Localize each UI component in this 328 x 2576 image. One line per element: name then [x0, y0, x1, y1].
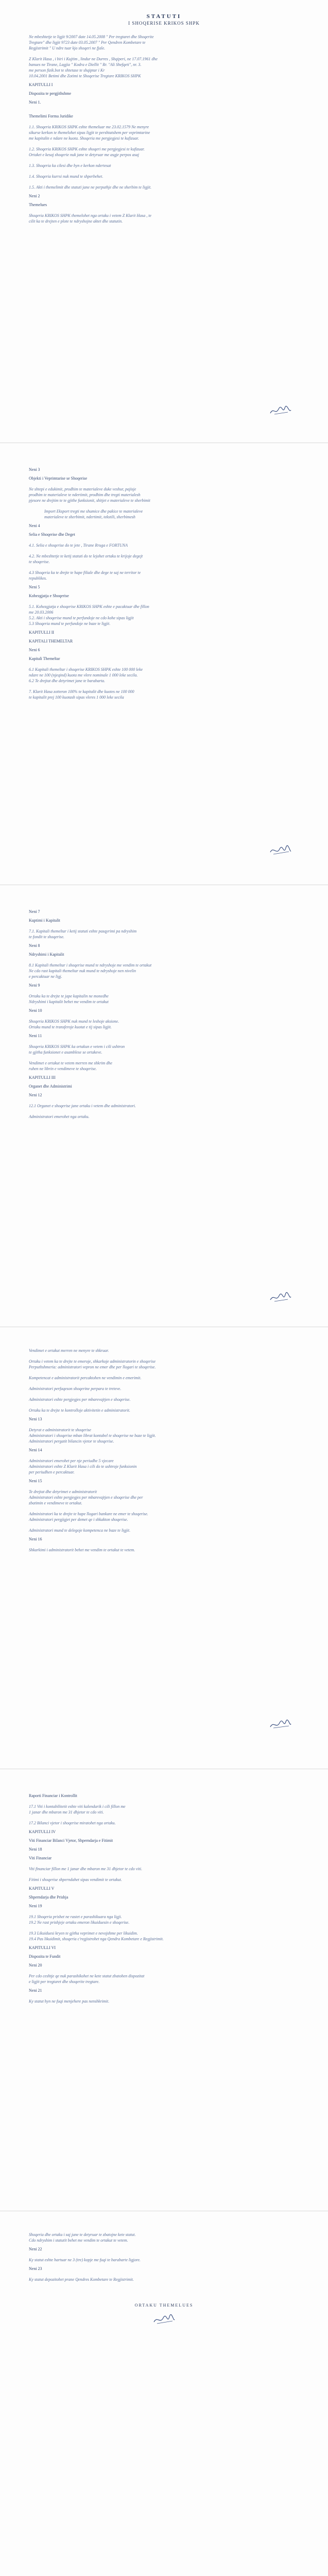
body-line: 1 janar dhe mbaron me 31 dhjetor te cdo viti. [29, 1810, 104, 1815]
body-line: Ky statut depozitohet prane Qendres Kombetare te Regjistrimit. [29, 2277, 134, 2282]
body-line: 1.4. Shoqeria kurrsi nuk mund te shperbehet. [29, 174, 103, 179]
body-line: republikes. [29, 576, 47, 581]
article-heading: Neni 21 [29, 1988, 42, 1993]
body-line: Administratori eshte Z Klarit Hasa i cili do te ushtroje funksionin [29, 1464, 137, 1469]
document-subtitle: I SHOQERISE KRIKOS SHPK [128, 21, 200, 26]
body-line: Cdo ndryshim i statutit behet me vendim te ortakut te vetem. [29, 2238, 128, 2243]
body-line: Administratori eshte pergjegjes per mbarevajtjen e shoqerise dhe per [29, 1495, 143, 1500]
article-heading: Neni 8 [29, 943, 40, 948]
body-line: 8.1 Kapitali themeltar i shoqerise mund te ndryshoje me vendim te ortakut [29, 963, 152, 968]
body-line: 7. Klarit Hasa zotteron 100% te kapitalit dhe kuotes ne 100 000 [29, 689, 134, 694]
article-heading: Neni 23 [29, 2266, 42, 2271]
chapter-subheading: Shperndarja dhe Prishja [29, 1895, 68, 1900]
article-heading: Neni 11 [29, 1033, 42, 1038]
body-line: Detyrat e administratorit te shoqerise [29, 1428, 91, 1432]
body-line: Vendimet e ortakut merren ne menyre te shkruar. [29, 1348, 109, 1353]
body-line: cilit ka te drejten e plote te ndryshojne aktet dhe statutin. [29, 219, 123, 224]
body-line: prodhim te materialeve te ndertimit, prodhim dhe tregti materialesh [29, 493, 141, 497]
chapter-heading: KAPITULLI III [29, 1075, 56, 1080]
body-line: Administratori perfaqeson shoqerine perpara te treteve. [29, 1386, 122, 1391]
article-heading: Neni 4 [29, 523, 40, 528]
chapter-subheading: Dispozita te pergjithshme [29, 91, 72, 96]
document-title: STATUTI [146, 13, 182, 20]
body-line: Ortaku ka te drejte te kontrolloje aktivitetin e administratorit. [29, 1408, 130, 1413]
body-line: sikurse kerkon te themelohet sipas ligjit te pershtatshem per veprimtarine [29, 130, 150, 135]
article-subheading: Kapitali Themeltar [29, 656, 60, 661]
body-line: me 20.03.2006 [29, 610, 54, 615]
body-line: Administratori mund te delegoje kompetenca ne baze te ligjit. [29, 1528, 131, 1533]
body-line: 19.2 Ne rast prishjeje ortaku emeron likuiduesin e shoqerise. [29, 1920, 130, 1925]
article-heading: Neni 16 [29, 1537, 42, 1541]
body-line: Fitimi i shoqerise shperndahet sipas vendimit te ortakut. [29, 1877, 122, 1882]
body-line: 5.3 Shoqeria mund te perfundoje ne baze te ligjit. [29, 621, 111, 626]
page-3 [0, 885, 328, 1327]
signature-image [269, 845, 292, 856]
intro-line: Tregtare" dhe ligjit 9723 date 03.05.2007 " Per Qendren Kombetare te [29, 40, 146, 45]
body-line: Administratori ka te drejte te hape llogari bankare ne emer te shoqerise. [29, 1512, 148, 1516]
body-line: Te drejtat dhe detyrimet e administratorit [29, 1489, 97, 1494]
signature-image [269, 1719, 292, 1730]
article-heading: Neni 13 [29, 1417, 42, 1421]
body-line: 17.2 Bilanci vjetor i shoqerise miratohet nga ortaku. [29, 1821, 116, 1825]
body-line: Vendimet e ortakut te vetem merren me shkrim dhe [29, 1061, 112, 1065]
article-subheading: Themelimi Forma Juridike [29, 114, 73, 118]
body-line: zbatimin e vendimeve te ortakut. [29, 1501, 82, 1505]
chapter-subheading: KAPITALI THEMELTAR [29, 639, 73, 643]
article-heading: Neni 12 [29, 1093, 42, 1097]
page-2 [0, 443, 328, 885]
body-line: Ky statut hyn ne fuqi menjehere pas nenshkrimit. [29, 1999, 110, 2004]
body-line: Ortaku ka te drejte te jape kapitalin ne monedhe [29, 994, 109, 998]
body-line: Shkarkimi i administratorit behet me vendim te ortakut te vetem. [29, 1548, 135, 1552]
article-heading: Neni 22 [29, 2247, 42, 2251]
article-heading: Neni 3 [29, 467, 40, 472]
body-line: Per cdo ceshtje qe nuk parashikohet ne kete statut zbatohen dispozitat [29, 1974, 145, 1978]
article-heading: Neni 1. [29, 100, 41, 105]
body-line: Administratori pergatit bilancin vjetor te shoqerise. [29, 1439, 114, 1444]
chapter-heading: KAPITULLI IV [29, 1829, 56, 1834]
article-subheading: Viti Financiar [29, 1856, 52, 1860]
intro-line: Regjistrimit " U ndre tuar kjo shoqeri ne fjale. [29, 46, 106, 50]
body-line: Shoqeria dhe ortaku i saj jane te detyruar te zbatojne kete statut. [29, 2232, 136, 2237]
body-line: 4.3 Shoqeria ka te drejte te hape filiale dhe dege te saj ne territor te [29, 570, 141, 575]
signature-image [153, 2314, 176, 2326]
chapter-subheading: Viti Financiar Bilanci Vjetor, Shperndarja e Fitimit [29, 1838, 113, 1843]
body-line: te gjitha funksionet e asamblese se ortakeve. [29, 1050, 102, 1055]
intro-line: 10.04.2001 Betimi dhe Zotimi te Shoqerise Tregtare KRIKOS SHPK [29, 74, 141, 78]
chapter-subheading: Organet dhe Administrimi [29, 1084, 72, 1089]
body-line: Ortaku mund te transferoje kuotat e tij sipas ligjit. [29, 1025, 112, 1029]
body-line: Ortaket e kesaj shoqerie nuk jane te detyruar me asgje perpos asaj [29, 152, 139, 157]
article-heading: Neni 18 [29, 1847, 42, 1852]
body-line: Ortaku i vetem ka te drejte te emeroje, shkarkoje administratorin e shoqerise [29, 1359, 156, 1364]
body-line: Ky statut eshte hartuar ne 3 (tre) kopje me fuqi te barabarte ligjore. [29, 2258, 141, 2262]
body-line: 6.2 Te drejtat dhe detyrimet jane te barabarta. [29, 679, 106, 683]
body-line: 7.1. Kapitali themeltar i ketij statuti eshte pasqyrimi pa ndryshim [29, 929, 137, 934]
article-subheading: Ndryshimi i Kapitalit [29, 952, 64, 957]
body-line: e percaktuar ne ligj. [29, 974, 62, 979]
body-line: Shoqeria KRIKOS SHPK themelohet nga ortaku i vetem Z Klarit Hasa , te [29, 213, 151, 218]
founder-signature-label: ORTAKU THEMELUES [134, 2303, 194, 2308]
body-line: Shoqeria KRIKOS SHPK ka ortakun e vetem i cili ushtron [29, 1044, 125, 1049]
intro-line: me person fizik.bot te shtetase te shqiptar i Kr [29, 68, 105, 73]
chapter-heading: KAPITULLI VI [29, 1945, 56, 1950]
page-1 [0, 0, 328, 443]
article-heading: Neni 19 [29, 1904, 42, 1908]
body-line: 19.3 Likuiduesi kryen te gjitha veprimet e nevojshme per likuidim. [29, 1931, 138, 1936]
body-line: Viti financiar fillon me 1 janar dhe mbaron me 31 dhjetor te cdo viti. [29, 1867, 142, 1871]
body-line: e ligjit per tregtaret dhe shoqerite tregtare. [29, 1979, 100, 1984]
intro-line: Ne mbeshtetje te ligjit 9/2007 date 14.05.2008 " Per tregtaret dhe Shoqerite [29, 35, 154, 39]
article-heading: Neni 9 [29, 983, 40, 988]
body-line: 19.4 Pas likuidimit, shoqeria c'regjistrohet nga Qendra Kombetare e Regjistrimit. [29, 1937, 164, 1941]
body-line: me kapitalin e ndare ne kuota. Shoqeria me pergjegjesi te kufizuar. [29, 136, 139, 141]
body-line: Ndryshimi i kapitalit behet me vendim te ortakut [29, 999, 109, 1004]
body-line: materialeve te sherbimit, ndertimit, tekstili, sherbimesh [44, 515, 135, 519]
body-line: Shoqeria KRIKOS SHPK nuk mund te leshoje aksione. [29, 1019, 119, 1024]
body-line: Administratori emerohet per nje periudhe 5 vjecare [29, 1459, 114, 1463]
body-line: Ne cdo rast kapitali themeltar nuk mund te ndryshoje nen nivelin [29, 969, 136, 973]
body-line: Administratori pergjigjet per demet qe i shkakton shoqerise. [29, 1517, 128, 1522]
body-line: Administratori eshte pergjegjes per mbarevajtjen e shoqerise. [29, 1397, 131, 1402]
chapter-heading: KAPITULLI II [29, 630, 55, 635]
body-line: Administratori i shoqerise mban librat kontabel te shoqerise ne baze te ligjit. [29, 1433, 156, 1438]
signature-image [269, 405, 292, 416]
page-4 [0, 1327, 328, 1769]
body-line: Import Eksport tregti me shumice dhe pakice te materialeve [44, 509, 143, 514]
body-line: te kapitalit prej 100 kuotash sipas vleres 1 000 leke secila [29, 695, 124, 700]
body-line: Administratori emerohet nga ortaku. [29, 1114, 90, 1119]
body-line: 5.2. Akti i shoqerise mund te perfundoje ne cdo kohe sipas ligjit [29, 616, 134, 620]
article-subheading: Themelues [29, 202, 47, 207]
body-line: 1.2. Shoqeria KRIKOS SHPK eshte shoqeri me pergjegjesi te kufizuar. [29, 147, 145, 151]
body-line: ruhen ne librin e vendimeve te shoqerise. [29, 1066, 97, 1071]
article-heading: Neni 20 [29, 1963, 42, 1968]
article-subheading: Kohezgjatja e Shoqerise [29, 594, 69, 598]
body-line: Perputhshmeria: administratori vepron ne emer dhe per llogari te shoqerise. [29, 1365, 156, 1369]
article-heading: Neni 5 [29, 585, 40, 589]
chapter-subheading: Dispozita te Fundit [29, 1954, 61, 1959]
body-line: 19.1 Shoqeria prishet ne rastet e parashikuara nga ligji. [29, 1914, 122, 1919]
article-heading: Neni 2 [29, 194, 40, 198]
body-line: 6.1 Kapitali themeltar i shoqerise KRIKOS SHPK eshte 100 000 leke [29, 667, 143, 672]
intro-line: Z Klarit Hasa , i biri i Kujtim , lindur ne Durres , Shqiperi, ne 17.07.1961 dhe [29, 57, 158, 61]
article-subheading: Selia e Shoqerise dhe Deget [29, 532, 75, 537]
body-line: ndare ne 100 (njeqind) kuota me vlere nominale 1 000 leke secila. [29, 673, 138, 677]
chapter-heading: KAPITULLI V [29, 1886, 55, 1891]
page-6 [0, 2211, 328, 2576]
body-line: pjesore ne drejtim te te gjithe funksionit, shitjet e materialeve te sherbimit [29, 498, 150, 503]
body-line: Kompetencat e administratorit percaktohen ne vendimin e emerimit. [29, 1376, 142, 1380]
body-line: 4.1. Selia e shoqerise do te jete , Tirane Rruga e FORTUNA [29, 543, 128, 548]
article-heading: Neni 10 [29, 1008, 42, 1013]
page-5 [0, 1769, 328, 2211]
body-line: te shoqerise. [29, 560, 50, 564]
article-heading: Neni 6 [29, 648, 40, 652]
body-line: 1.1. Shoqeria KRIKOS SHPK eshte themeluar me 23.02.1579 Ne menyre [29, 125, 149, 129]
body-line: per periudhen e percaktuar. [29, 1470, 75, 1475]
body-line: 17.1 Viti i kontabilitetit eshte viti kalendarik i cili fillon me [29, 1804, 126, 1809]
article-subheading: Kuptimi i Kapitalit [29, 918, 60, 923]
article-subheading: Objekti i Veprimtarise se Shoqerise [29, 476, 88, 481]
body-line: te fondit te shoqerise. [29, 935, 64, 939]
article-heading: Neni 7 [29, 909, 40, 914]
intro-line: banues ne Tirane, Lagjia " Kodra e Diellit " Rr. "Ali Shefqeti", nr. 3. [29, 62, 142, 67]
body-line: 1.5. Akti i themelimit dhe statuti jane ne perputhje dhe ne sherbim te ligjit. [29, 185, 152, 190]
body-line: Ne shtepi e edukimit, prodhim te materialeve duke veshur, pajisje [29, 487, 136, 492]
body-line: 4.2. Ne mbeshtetje te ketij statuti do te lejohet ortaku te krijoje degejt [29, 554, 143, 558]
article-heading: Neni 15 [29, 1479, 42, 1483]
body-line: 1.3. Shoqeria ka cilesi dhe hyn e kerkon ndertesat [29, 163, 111, 168]
section-heading: Raporti Financiar i Kontrollit [29, 1793, 77, 1798]
chapter-heading: KAPITULLI I [29, 82, 53, 87]
body-line: 12.1 Organet e shoqerise jane ortaku i vetem dhe administratori. [29, 1104, 136, 1108]
article-heading: Neni 14 [29, 1448, 42, 1452]
signature-image [269, 1292, 292, 1303]
body-line: 5.1. Kohezgjatja e shoqerise KRIKOS SHPK eshte e pacaktuar dhe fillon [29, 604, 149, 609]
